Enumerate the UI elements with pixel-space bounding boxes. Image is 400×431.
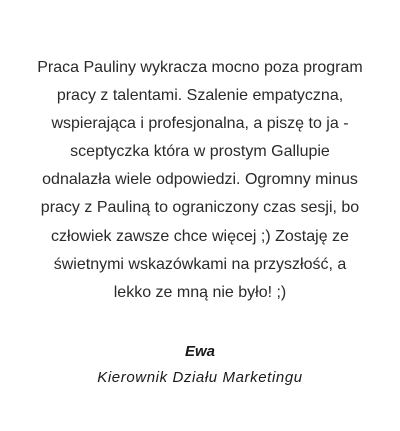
author-name: Ewa [184, 343, 215, 360]
quote-line: pracy z Pauliną to ograniczony czas sesji, bo [40, 199, 360, 217]
quote-line: sceptyczka która w prostym Gallupie [70, 143, 330, 161]
author-role: Kierownik Działu Marketingu [97, 369, 303, 386]
quote-line: wspierająca i profesjonalna, a piszę to ja - [51, 115, 349, 133]
quote-line: pracy z talentami. Szalenie empatyczna, [56, 87, 344, 105]
quote-line: Praca Pauliny wykracza mocno poza program [37, 59, 363, 76]
testimonial-quote [20, 54, 380, 307]
quote-line: człowiek zawsze chce więcej ;) Zostaję ze [51, 227, 349, 245]
quote-line: świetnymi wskazówkami na przyszłość, a [53, 255, 347, 273]
quote-line: lekko ze mną nie było! ;) [113, 283, 287, 301]
quote-line: odnalazła wiele odpowiedzi. Ogromny minus [42, 171, 358, 189]
